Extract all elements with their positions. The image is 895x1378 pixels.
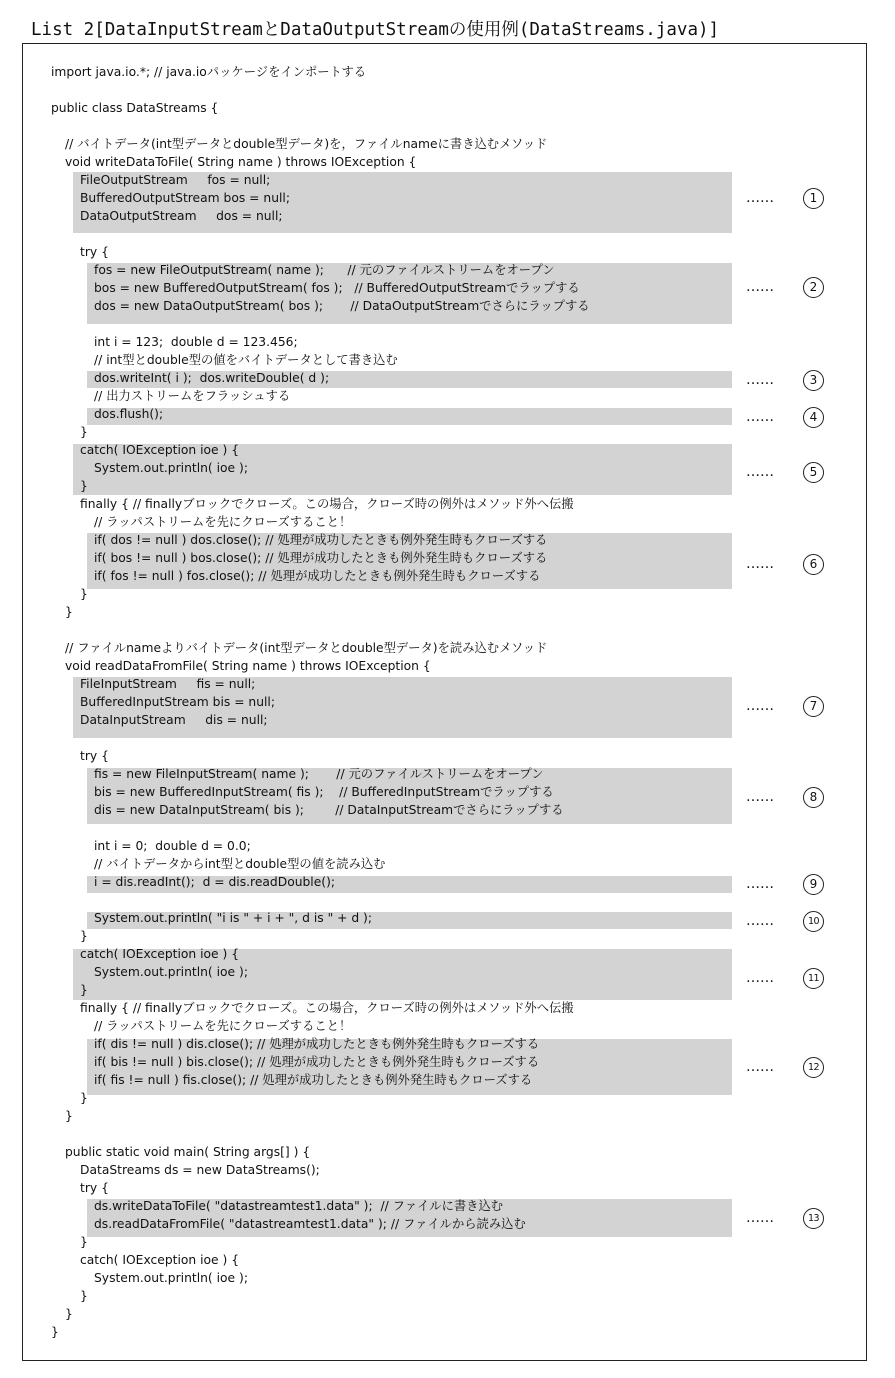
code-line: if( dos != null ) dos.close(); // 処理が成功したときも例外発生時もクローズする (94, 533, 548, 547)
marker-number: 3 (803, 370, 824, 391)
code-line: if( fos != null ) fos.close(); // 処理が成功したときも例外発生時もクローズする (94, 569, 541, 583)
code-line: } (65, 1307, 73, 1321)
code-line: int i = 0; double d = 0.0; (94, 839, 251, 853)
code-line: finally { // finallyブロックでクローズ。この場合，クローズ時の例外はメソッド外へ伝搬 (80, 1001, 574, 1015)
code-line: import java.io.*; // java.ioパッケージをインポートする (51, 65, 367, 79)
code-line: // 出力ストリームをフラッシュする (94, 389, 291, 403)
code-line: dos.flush(); (94, 407, 164, 421)
marker-number: 11 (803, 968, 824, 989)
marker-number: 13 (803, 1208, 824, 1229)
code-line: } (80, 1289, 88, 1303)
code-line: finally { // finallyブロックでクローズ。この場合，クローズ時の例外はメソッド外へ伝搬 (80, 497, 574, 511)
code-line: } (65, 1109, 73, 1123)
code-line: DataOutputStream dos = null; (80, 209, 283, 223)
code-line: FileInputStream fis = null; (80, 677, 256, 691)
marker-number: 5 (803, 462, 824, 483)
code-line: try { (80, 245, 109, 259)
marker-dots: …… (746, 876, 774, 892)
code-line: fos = new FileOutputStream( name ); // 元のファイルストリームをオープン (94, 263, 555, 277)
code-line: bos = new BufferedOutputStream( fos ); // BufferedOutputStreamでラップする (94, 281, 580, 295)
code-line: // ラッパストリームを先にクローズすること！ (94, 1019, 352, 1033)
code-line: // ファイルnameよりバイトデータ(int型データとdouble型データ)を読み込むメソッド (65, 641, 548, 655)
code-line: catch( IOException ioe ) { (80, 443, 240, 457)
code-line: } (80, 929, 88, 943)
marker-dots: …… (746, 279, 774, 295)
code-line: if( bos != null ) bos.close(); // 処理が成功したときも例外発生時もクローズする (94, 551, 548, 565)
code-line: // バイトデータ(int型データとdouble型データ)を，ファイルnameに書き込むメソッド (65, 137, 548, 151)
code-line: if( dis != null ) dis.close(); // 処理が成功したときも例外発生時もクローズする (94, 1037, 540, 1051)
code-line: public class DataStreams { (51, 101, 219, 115)
code-line: public static void main( String args[] ) { (65, 1145, 311, 1159)
marker-number: 7 (803, 696, 824, 717)
code-line: catch( IOException ioe ) { (80, 1253, 240, 1267)
code-line: dos = new DataOutputStream( bos ); // DataOutputStreamでさらにラップする (94, 299, 590, 313)
code-line: // ラッパストリームを先にクローズすること！ (94, 515, 352, 529)
code-line: i = dis.readInt(); d = dis.readDouble(); (94, 875, 336, 889)
code-line: dis = new DataInputStream( bis ); // DataInputStreamでさらにラップする (94, 803, 564, 817)
code-line: } (80, 425, 88, 439)
marker-number: 1 (803, 188, 824, 209)
code-line: catch( IOException ioe ) { (80, 947, 240, 961)
code-line: } (80, 1091, 88, 1105)
code-line: dos.writeInt( i ); dos.writeDouble( d ); (94, 371, 330, 385)
code-line: System.out.println( ioe ); (94, 965, 248, 979)
code-line: try { (80, 1181, 109, 1195)
code-highlight (87, 408, 732, 425)
marker-dots: …… (746, 372, 774, 388)
marker-dots: …… (746, 409, 774, 425)
code-line: } (80, 1235, 88, 1249)
listing-caption: List 2[DataInputStreamとDataOutputStreamの使用例(DataStreams.java)] (31, 20, 720, 40)
code-line: BufferedInputStream bis = null; (80, 695, 275, 709)
marker-number: 6 (803, 554, 824, 575)
code-line: ds.readDataFromFile( "datastreamtest1.data" ); // ファイルから読み込む (94, 1217, 526, 1231)
code-line: FileOutputStream fos = null; (80, 173, 271, 187)
code-line: // int型とdouble型の値をバイトデータとして書き込む (94, 353, 398, 367)
code-line: } (80, 587, 88, 601)
marker-number: 10 (803, 911, 824, 932)
code-line: System.out.println( "i is " + i + ", d is " + d ); (94, 911, 373, 925)
code-line: if( bis != null ) bis.close(); // 処理が成功したときも例外発生時もクローズする (94, 1055, 540, 1069)
marker-number: 4 (803, 407, 824, 428)
code-line: System.out.println( ioe ); (94, 461, 248, 475)
code-line: BufferedOutputStream bos = null; (80, 191, 290, 205)
marker-number: 8 (803, 787, 824, 808)
code-line: if( fis != null ) fis.close(); // 処理が成功したときも例外発生時もクローズする (94, 1073, 533, 1087)
code-line: } (80, 479, 88, 493)
code-line: System.out.println( ioe ); (94, 1271, 248, 1285)
marker-dots: …… (746, 789, 774, 805)
code-line: } (51, 1325, 59, 1339)
code-line: } (80, 983, 88, 997)
code-line: // バイトデータからint型とdouble型の値を読み込む (94, 857, 386, 871)
code-line: void writeDataToFile( String name ) throws IOException { (65, 155, 417, 169)
marker-dots: …… (746, 1059, 774, 1075)
marker-number: 2 (803, 277, 824, 298)
marker-dots: …… (746, 556, 774, 572)
code-line: fis = new FileInputStream( name ); // 元のファイルストリームをオープン (94, 767, 544, 781)
marker-dots: …… (746, 1210, 774, 1226)
marker-dots: …… (746, 698, 774, 714)
marker-number: 9 (803, 874, 824, 895)
code-line: } (65, 605, 73, 619)
code-line: try { (80, 749, 109, 763)
marker-dots: …… (746, 190, 774, 206)
marker-dots: …… (746, 464, 774, 480)
marker-number: 12 (803, 1057, 824, 1078)
marker-dots: …… (746, 913, 774, 929)
code-line: DataStreams ds = new DataStreams(); (80, 1163, 320, 1177)
code-line: ds.writeDataToFile( "datastreamtest1.data" ); // ファイルに書き込む (94, 1199, 504, 1213)
code-line: bis = new BufferedInputStream( fis ); // BufferedInputStreamでラップする (94, 785, 554, 799)
code-line: int i = 123; double d = 123.456; (94, 335, 298, 349)
code-line: void readDataFromFile( String name ) throws IOException { (65, 659, 431, 673)
marker-dots: …… (746, 970, 774, 986)
code-line: DataInputStream dis = null; (80, 713, 268, 727)
